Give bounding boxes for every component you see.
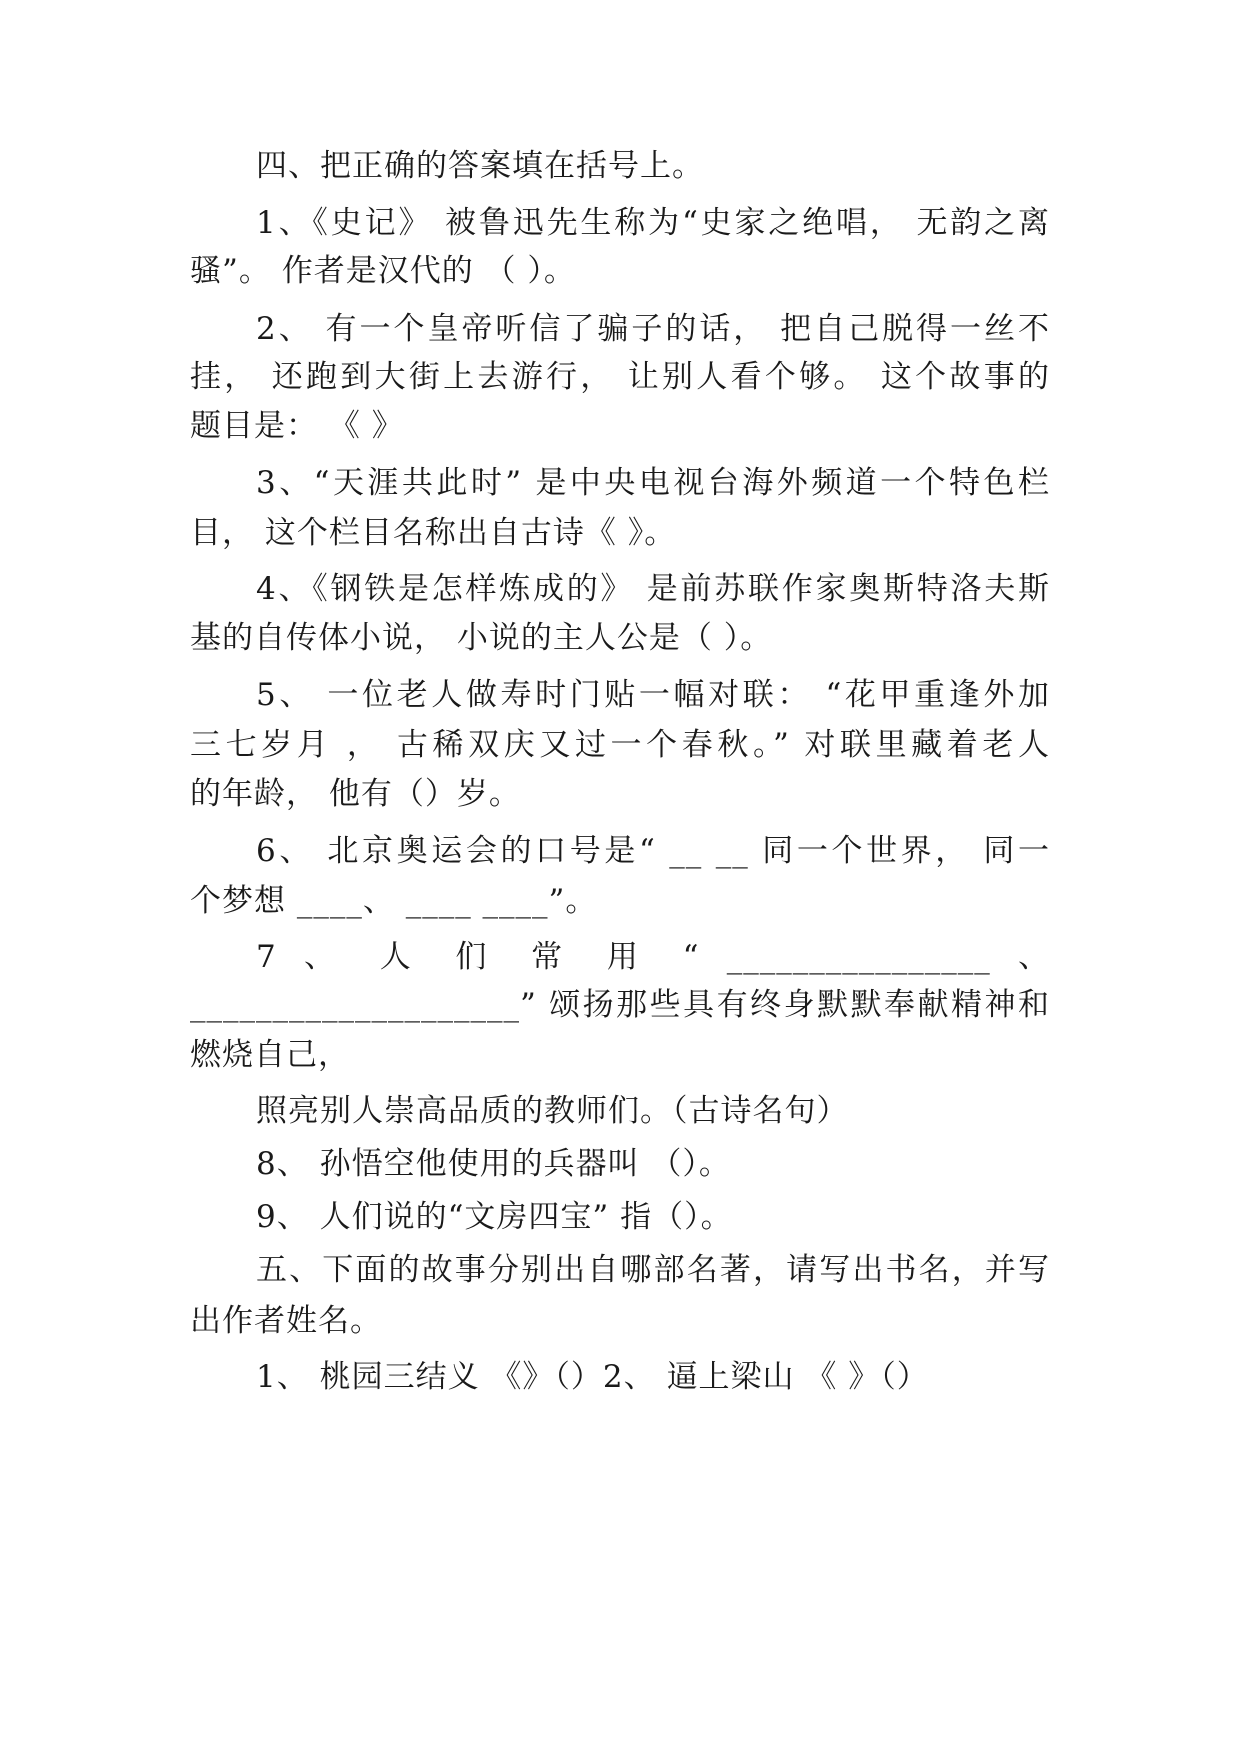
question-5-line-3: 的年龄， 他有（）岁。 bbox=[190, 776, 521, 812]
question-2-line-2: 挂， 还跑到大街上去游行， 让别人看个够。 这个故事的 bbox=[190, 359, 1050, 395]
question-4-line-1: 4、《钢铁是怎样炼成的》 是前苏联作家奥斯特洛夫斯 bbox=[256, 571, 1050, 607]
question-7-line-3: 燃烧自己， bbox=[190, 1037, 350, 1073]
question-7-line-1: 7 、 人 们 常 用 “ ________________ 、 bbox=[256, 939, 1050, 975]
question-1-line-1: 1、《史记》 被鲁迅先生称为“史家之绝唱， 无韵之离 bbox=[256, 205, 1050, 241]
question-2-line-3: 题目是： 《 》 bbox=[190, 408, 404, 444]
question-3-line-2: 目， 这个栏目名称出自古诗《 》。 bbox=[190, 515, 677, 551]
question-1-line-2: 骚”。 作者是汉代的 （ ）。 bbox=[190, 253, 576, 289]
section-five-heading-line-2: 出作者姓名。 bbox=[190, 1303, 382, 1339]
question-7-line-2: ____________________” 颂扬那些具有终身默默奉献精神和 bbox=[190, 987, 1050, 1023]
question-9: 9、 人们说的“文房四宝” 指（）。 bbox=[256, 1199, 733, 1235]
section-four-heading: 四、把正确的答案填在括号上。 bbox=[256, 148, 704, 184]
section-five-heading-line-1: 五、下面的故事分别出自哪部名著，请写出书名，并写 bbox=[256, 1252, 1050, 1288]
question-6-line-1: 6、 北京奥运会的口号是“ __ __ 同一个世界， 同一 bbox=[256, 833, 1050, 869]
question-3-line-1: 3、“天涯共此时” 是中央电视台海外频道一个特色栏 bbox=[256, 465, 1050, 501]
question-5-line-1: 5、 一位老人做寿时门贴一幅对联： “花甲重逢外加 bbox=[256, 677, 1050, 713]
section-five-items: 1、 桃园三结义 《》（）2、 逼上梁山 《 》（） bbox=[256, 1359, 929, 1395]
question-2-line-1: 2、 有一个皇帝听信了骗子的话， 把自己脱得一丝不 bbox=[256, 311, 1050, 347]
question-8: 8、 孙悟空他使用的兵器叫 （）。 bbox=[256, 1146, 731, 1182]
question-4-line-2: 基的自传体小说， 小说的主人公是（ ）。 bbox=[190, 620, 773, 656]
question-7-line-4: 照亮别人崇高品质的教师们。（古诗名句） bbox=[256, 1093, 849, 1129]
question-5-line-2: 三七岁月 ， 古稀双庆又过一个春秋。” 对联里藏着老人 bbox=[190, 727, 1050, 763]
question-6-line-2: 个梦想 ____、 ____ ____”。 bbox=[190, 883, 598, 919]
